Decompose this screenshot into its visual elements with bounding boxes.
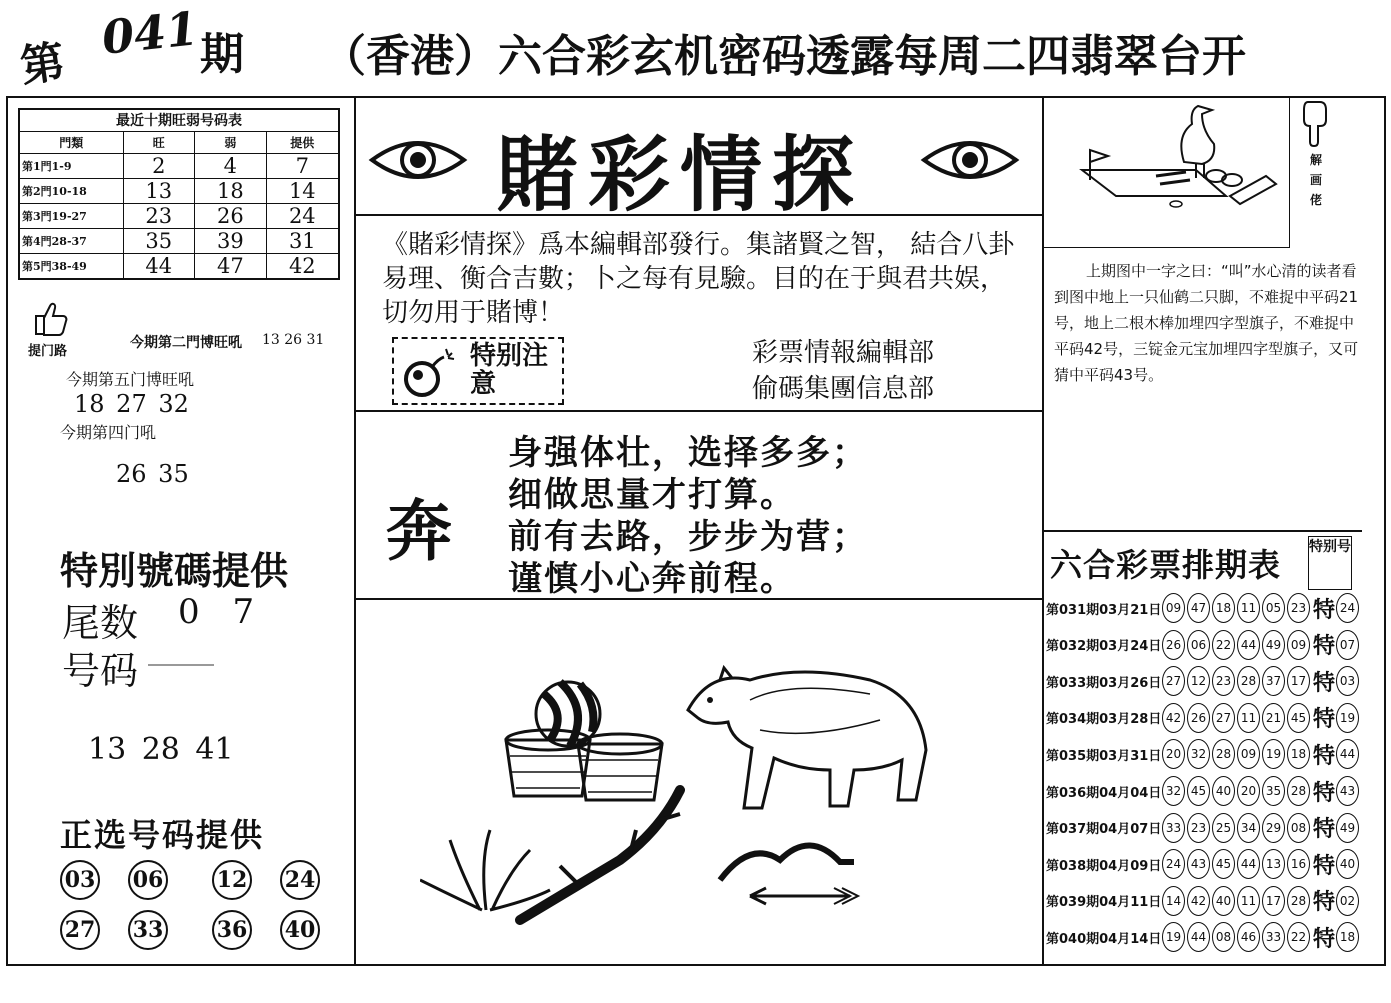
number-ball: 33 [1162,813,1185,843]
history-hot: 35 [123,228,195,253]
poem-line: 身强体壮，选择多多； [508,433,868,473]
eye-icon [920,132,1020,188]
pointing-hand-icon [1300,98,1330,148]
department-2: 偷碼集團信息部 [752,374,935,404]
illustration-drawing [420,640,980,950]
history-tip: 42 [266,253,339,279]
number-ball: 44 [1237,630,1260,660]
number-ball: 28 [1287,886,1310,916]
history-tip: 7 [266,153,339,178]
code-values: 13 28 41 [88,732,234,767]
schedule-row [1046,629,1361,661]
poem [508,432,868,600]
history-hot: 44 [123,253,195,279]
number-ball: 13 [1262,849,1285,879]
history-row [19,253,339,279]
special-number-ball: 07 [1336,630,1359,660]
special-char: 特 [1313,889,1336,916]
poem-line: 细做思量才打算。 [508,475,796,515]
number-ball: 40 [1212,886,1235,916]
schedule-row [1046,775,1361,807]
number-ball: 35 [1262,776,1285,806]
history-hot: 23 [123,203,195,228]
special-number-ball: 19 [1336,703,1359,733]
schedule-row [1046,665,1361,697]
special-char: 特 [1313,633,1336,660]
history-hot: 2 [123,153,195,178]
history-header: 旺 [123,131,195,153]
special-number-ball: 49 [1336,813,1359,843]
number-ball: 09 [1287,630,1310,660]
issue-number: 041 [99,1,201,65]
special-number-ball: 40 [1336,849,1359,879]
history-hot: 13 [123,178,195,203]
special-char: 特 [1313,742,1336,769]
number-ball: 32 [1162,776,1185,806]
special-char: 特 [1313,706,1336,733]
number-ball: 22 [1287,922,1310,952]
schedule-row [1046,885,1361,917]
number-ball: 19 [1262,739,1285,769]
special-char: 特 [1313,596,1336,623]
number-ball: 32 [1187,739,1210,769]
schedule-row-label: 第033期03月26日 [1046,675,1162,691]
history-tip: 24 [266,203,339,228]
history-weak: 18 [195,178,267,203]
number-ball: 16 [1287,849,1310,879]
tail-label: 尾数 [62,601,139,645]
number-ball: 45 [1287,703,1310,733]
history-weak: 39 [195,228,267,253]
schedule-row-label: 第036期04月04日 [1046,785,1162,801]
schedule-title: 六合彩票排期表 [1050,546,1282,584]
number-ball: 49 [1262,630,1285,660]
eye-icon [368,132,468,188]
special-number-ball: 18 [1336,922,1359,952]
special-number-tag: 特别号 [1308,536,1352,590]
door5-numbers: 18 27 32 [74,390,189,418]
schedule-row-label: 第034期03月28日 [1046,712,1162,728]
issue-prefix: 第 [17,36,68,93]
number-ball: 08 [1287,813,1310,843]
special-number-ball: 02 [1336,886,1359,916]
pick-ball: 03 [60,860,100,900]
number-ball: 46 [1237,922,1260,952]
special-char: 特 [1313,669,1336,696]
special-char: 特 [1313,816,1336,843]
history-tip: 31 [266,228,339,253]
number-ball: 27 [1162,666,1185,696]
number-ball: 43 [1187,849,1210,879]
schedule-row [1046,738,1361,770]
number-ball: 18 [1212,593,1235,623]
schedule-row [1046,812,1361,844]
schedule-row-label: 第037期04月07日 [1046,822,1162,838]
department-1: 彩票情報編輯部 [752,338,935,368]
poem-line: 谨慎小心奔前程。 [508,559,796,599]
number-ball: 37 [1262,666,1285,696]
history-weak: 4 [195,153,267,178]
history-header: 門類 [19,131,123,153]
door4-label: 今期第四门吼 [60,423,157,442]
number-ball: 25 [1212,813,1235,843]
history-row [19,178,339,203]
big-title: 賭彩情探 [496,128,865,223]
header [0,0,1391,93]
history-header: 弱 [195,131,267,153]
poem-line: 前有去路，步步为营； [508,517,868,557]
number-ball: 28 [1237,666,1260,696]
history-table-title: 最近十期旺弱号码表 [19,109,339,131]
history-row [19,228,339,253]
number-ball: 40 [1212,776,1235,806]
schedule-row-label: 第040期04月14日 [1046,931,1162,947]
tail-values: 0 7 [178,592,255,632]
number-ball: 44 [1187,922,1210,952]
history-row [19,203,339,228]
number-ball: 23 [1212,666,1235,696]
number-ball: 17 [1262,886,1285,916]
schedule-row-label: 第031期03月21日 [1046,602,1162,618]
pick-ball: 12 [212,860,252,900]
history-header: 提供 [266,131,339,153]
number-ball: 05 [1262,593,1285,623]
history-row-label: 第3門19-27 [19,203,123,228]
intro-text: 《賭彩情探》爲本編輯部發行。集諸賢之智， 結合八卦易理、衡合吉數；卜之每有見驗。目的在于與君共娱，切勿用于賭博！ [382,230,1015,328]
code-label: 号码 [62,649,139,693]
number-ball: 28 [1287,776,1310,806]
schedule-row [1046,921,1361,953]
schedule-row [1046,592,1361,624]
number-ball: 11 [1237,593,1260,623]
special-char: 特 [1313,852,1336,879]
number-ball: 44 [1237,849,1260,879]
number-ball: 45 [1187,776,1210,806]
number-ball: 11 [1237,886,1260,916]
pick-title: 正选号码提供 [60,816,265,854]
number-ball: 24 [1162,849,1185,879]
number-ball: 08 [1212,922,1235,952]
poem-character: 奔 [386,492,452,570]
explain-text: 上期图中一字之曰：“叫”水心清的读者看到图中地上一只仙鹤二只脚，不难捉中平码21号，地上二根木棒加埋四字型旗子，不难捉中平码42号，三锭金元宝加埋四字型旗子，又可猜中平码43号。 [1054,262,1359,384]
explain-label: 解画佬 [1310,153,1323,207]
number-ball: 18 [1287,739,1310,769]
number-ball: 45 [1212,849,1235,879]
number-ball: 09 [1162,593,1185,623]
number-ball: 20 [1237,776,1260,806]
special-number-ball: 24 [1336,593,1359,623]
number-ball: 26 [1187,703,1210,733]
history-weak: 26 [195,203,267,228]
number-ball: 22 [1212,630,1235,660]
tip-label: 提门路 [28,344,68,359]
number-ball: 28 [1212,739,1235,769]
bomb-icon [400,345,456,399]
history-table [18,108,340,280]
number-ball: 19 [1162,922,1185,952]
number-ball: 23 [1187,813,1210,843]
code-dash [148,664,214,666]
history-row-label: 第2門10-18 [19,178,123,203]
thumbs-up-icon [30,298,70,338]
special-number-ball: 43 [1336,776,1359,806]
special-number-ball: 44 [1336,739,1359,769]
schedule-row-label: 第035期03月31日 [1046,748,1162,764]
pick-ball: 06 [128,860,168,900]
number-ball: 12 [1187,666,1210,696]
history-row-label: 第4門28-37 [19,228,123,253]
pick-ball: 24 [280,860,320,900]
history-row-label: 第5門38-49 [19,253,123,279]
schedule-row-label: 第039期04月11日 [1046,895,1162,911]
pick-ball: 36 [212,910,252,950]
number-ball: 29 [1262,813,1285,843]
number-ball: 17 [1287,666,1310,696]
number-ball: 42 [1162,703,1185,733]
number-ball: 09 [1237,739,1260,769]
special-char: 特 [1313,779,1336,806]
number-ball: 23 [1287,593,1310,623]
number-ball: 33 [1262,922,1285,952]
number-ball: 26 [1162,630,1185,660]
crane-illustration [1056,100,1286,220]
special-title: 特別號碼提供 [60,549,289,593]
number-ball: 27 [1212,703,1235,733]
number-ball: 11 [1237,703,1260,733]
door2-numbers: 13 26 31 [262,332,325,348]
history-row [19,153,339,178]
main-title: （香港）六合彩玄机密码透露每周二四翡翠台开 [322,31,1246,82]
history-weak: 47 [195,253,267,279]
number-ball: 21 [1262,703,1285,733]
door2-label: 今期第二門博旺吼 [130,335,242,351]
number-ball: 34 [1237,813,1260,843]
special-char: 特 [1313,925,1336,952]
schedule-row [1046,848,1361,880]
notice-text: 特别注意 [470,341,549,399]
pick-ball: 33 [128,910,168,950]
door4-numbers: 26 35 [116,460,189,488]
schedule-row [1046,702,1361,734]
door5-label: 今期第五门博旺吼 [66,370,195,389]
number-ball: 20 [1162,739,1185,769]
number-ball: 06 [1187,630,1210,660]
pick-ball: 40 [280,910,320,950]
pick-ball: 27 [60,910,100,950]
issue-suffix: 期 [200,29,244,80]
history-row-label: 第1門1-9 [19,153,123,178]
schedule-row-label: 第038期04月09日 [1046,858,1162,874]
number-ball: 47 [1187,593,1210,623]
history-tip: 14 [266,178,339,203]
schedule-row-label: 第032期03月24日 [1046,639,1162,655]
number-ball: 42 [1187,886,1210,916]
number-ball: 14 [1162,886,1185,916]
special-number-ball: 03 [1336,666,1359,696]
